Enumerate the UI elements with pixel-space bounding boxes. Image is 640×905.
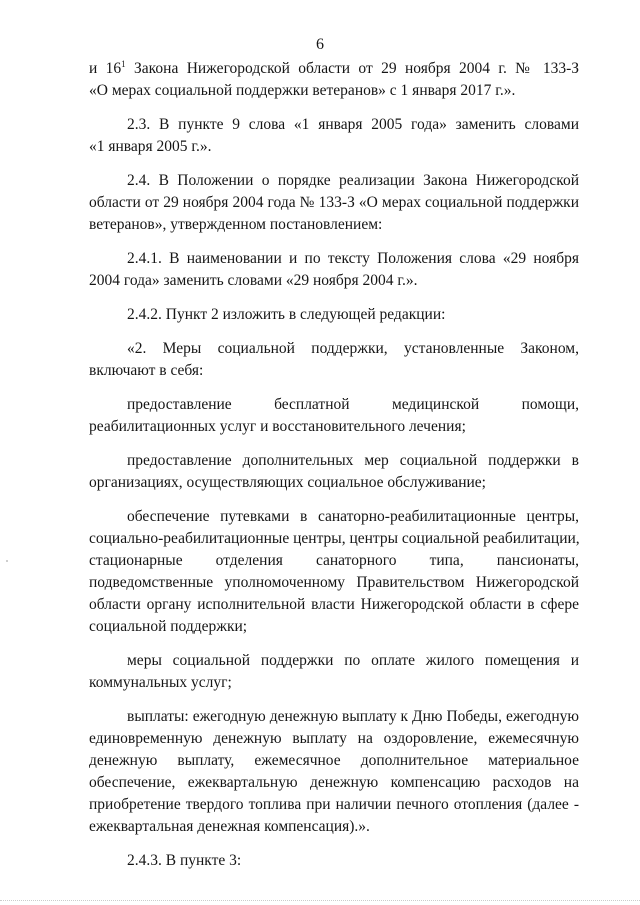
text-line: реабилитационных услуг и восстановительного лечения; xyxy=(89,418,466,435)
text-line: предоставление бесплатной медицинской помощи, xyxy=(127,396,579,413)
text-line: меры социальной поддержки по оплате жилого помещения и xyxy=(127,652,579,669)
text-line: обеспечение, ежеквартальную денежную компенсацию расходов на xyxy=(89,774,579,791)
text-line: 2.4.3. В пункте 3: xyxy=(127,852,242,869)
text-line: 2.4. В Положении о порядке реализации Закона Нижегородской xyxy=(127,172,579,189)
page-number: 6 xyxy=(316,36,324,53)
document-body xyxy=(89,58,579,884)
text-line: ветеранов», утвержденном постановлением: xyxy=(89,216,383,233)
text-line: приобретение твердого топлива при наличии печного отопления (далее - xyxy=(89,796,579,813)
text-line: 2.4.2. Пункт 2 изложить в следующей редакции: xyxy=(127,306,446,323)
text-line: предоставление дополнительных мер социальной поддержки в xyxy=(127,452,579,469)
text-line: организациях, осуществляющих социальное обслуживание; xyxy=(89,474,486,491)
text-line: области от 29 ноября 2004 года № 133-З «О мерах социальной поддержки xyxy=(89,194,579,211)
text-line: «О мерах социальной поддержки ветеранов» с 1 января 2017 г.». xyxy=(89,82,516,99)
text-line: 2.4.1. В наименовании и по тексту Положения слова «29 ноября xyxy=(127,250,579,267)
text-line: включают в себя: xyxy=(89,362,204,379)
text-line: области органу исполнительной власти Нижегородской области в сфере xyxy=(89,596,579,613)
text-line: «1 января 2005 г.». xyxy=(89,138,212,155)
paragraph xyxy=(89,114,579,158)
text-line: социальной поддержки; xyxy=(89,618,248,635)
paragraph xyxy=(89,506,579,638)
text-line: единовременную денежную выплату на оздоровление, ежемесячную xyxy=(89,730,579,747)
scan-edge xyxy=(0,900,640,902)
text-line: обеспечение путевками в санаторно-реабилитационные центры, xyxy=(127,508,579,525)
paragraph xyxy=(89,394,579,438)
superscript: 1 xyxy=(121,58,126,69)
text-line: 2004 года» заменить словами «29 ноября 2004 г.». xyxy=(89,272,418,289)
paragraph xyxy=(89,338,579,382)
text-line: ежеквартальная денежная компенсация).». xyxy=(89,818,370,835)
paragraph xyxy=(89,450,579,494)
paragraph xyxy=(89,58,579,102)
paragraph xyxy=(89,304,579,326)
text-line: коммунальных услуг; xyxy=(89,674,232,691)
text-line: 2.3. В пункте 9 слова «1 января 2005 года» заменить словами xyxy=(127,116,579,133)
text-line: социально-реабилитационные центры, центры социальной реабилитации, xyxy=(89,530,580,547)
paragraph xyxy=(89,650,579,694)
paragraph xyxy=(89,248,579,292)
text-line: выплаты: ежегодную денежную выплату к Дню Победы, ежегодную xyxy=(127,708,579,725)
text-fragment: Закона Нижегородской области от 29 ноября 2004 г. № 133-З xyxy=(125,60,579,77)
text-fragment: и 16 xyxy=(89,60,122,77)
text-line: «2. Меры социальной поддержки, установленные Законом, xyxy=(127,340,579,357)
scan-artifact xyxy=(6,560,8,562)
text-line: подведомственные уполномоченному Правительством Нижегородской xyxy=(89,574,579,591)
paragraph xyxy=(89,706,579,838)
paragraph xyxy=(89,170,579,236)
text-line xyxy=(89,58,579,80)
text-line: денежную выплату, ежемесячное дополнительное материальное xyxy=(89,752,579,769)
paragraph xyxy=(89,850,579,872)
text-line: стационарные отделения санаторного типа, пансионаты, xyxy=(89,552,579,569)
